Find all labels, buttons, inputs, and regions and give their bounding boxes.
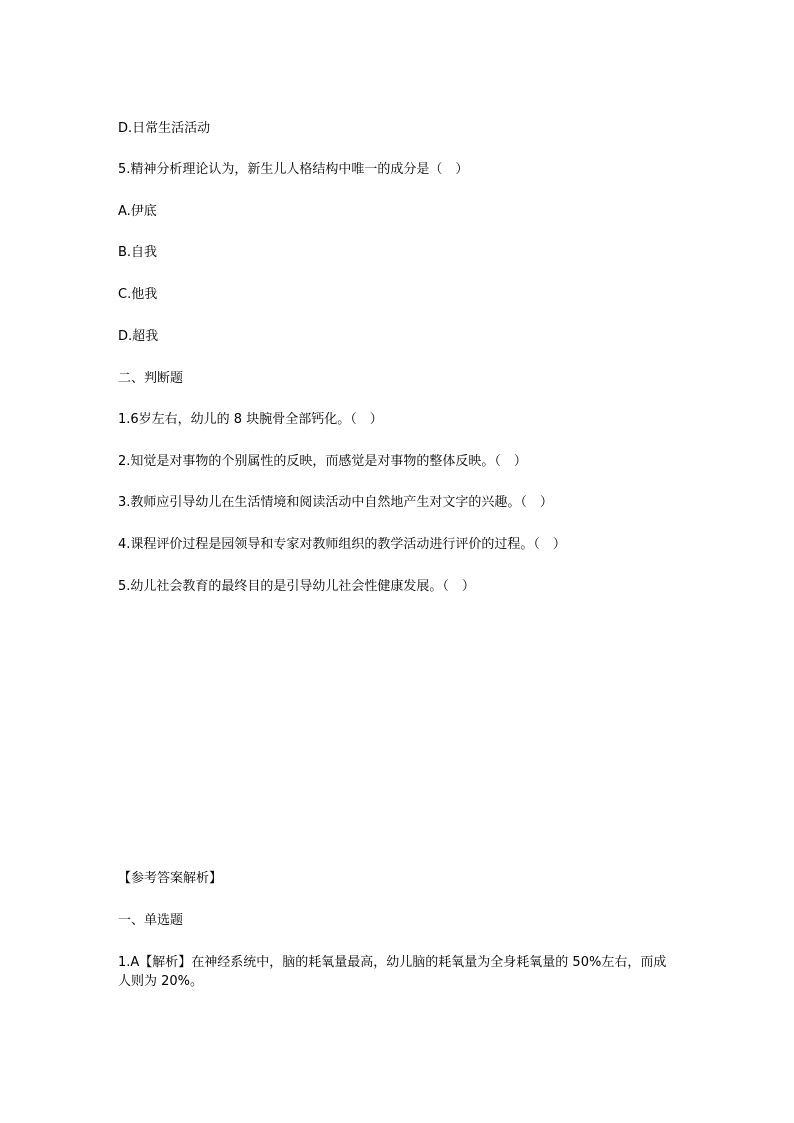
- option-d: D.超我: [118, 329, 159, 344]
- option-c: C.他我: [118, 287, 158, 302]
- section-heading: 二、判断题: [118, 371, 184, 386]
- judgment-2: 2.知觉是对事物的个别属性的反映，而感觉是对事物的整体反映。（ ）: [118, 454, 527, 469]
- judgment-5: 5.幼儿社会教育的最终目的是引导幼儿社会性健康发展。（ ）: [118, 579, 475, 594]
- answers-section: 一、单选题: [118, 913, 184, 928]
- judgment-3: 3.教师应引导幼儿在生活情境和阅读活动中自然地产生对文字的兴趣。（ ）: [118, 495, 553, 510]
- answers-heading: 【参考答案解析】: [118, 871, 223, 886]
- option-d: D.日常生活活动: [118, 121, 211, 136]
- judgment-1: 1.6岁左右，幼儿的 8 块腕骨全部钙化。（ ）: [118, 412, 383, 427]
- question-5: 5.精神分析理论认为，新生儿人格结构中唯一的成分是（ ）: [118, 162, 469, 177]
- option-b: B.自我: [118, 245, 158, 260]
- answer-1: 1.A【解析】在神经系统中，脑的耗氧量最高，幼儿脑的耗氧量为全身耗氧量的 50%左右，而成人则为 20%。: [118, 955, 667, 989]
- option-a: A.伊底: [118, 204, 157, 219]
- judgment-4: 4.课程评价过程是园领导和专家对教师组织的教学活动进行评价的过程。（ ）: [118, 537, 566, 552]
